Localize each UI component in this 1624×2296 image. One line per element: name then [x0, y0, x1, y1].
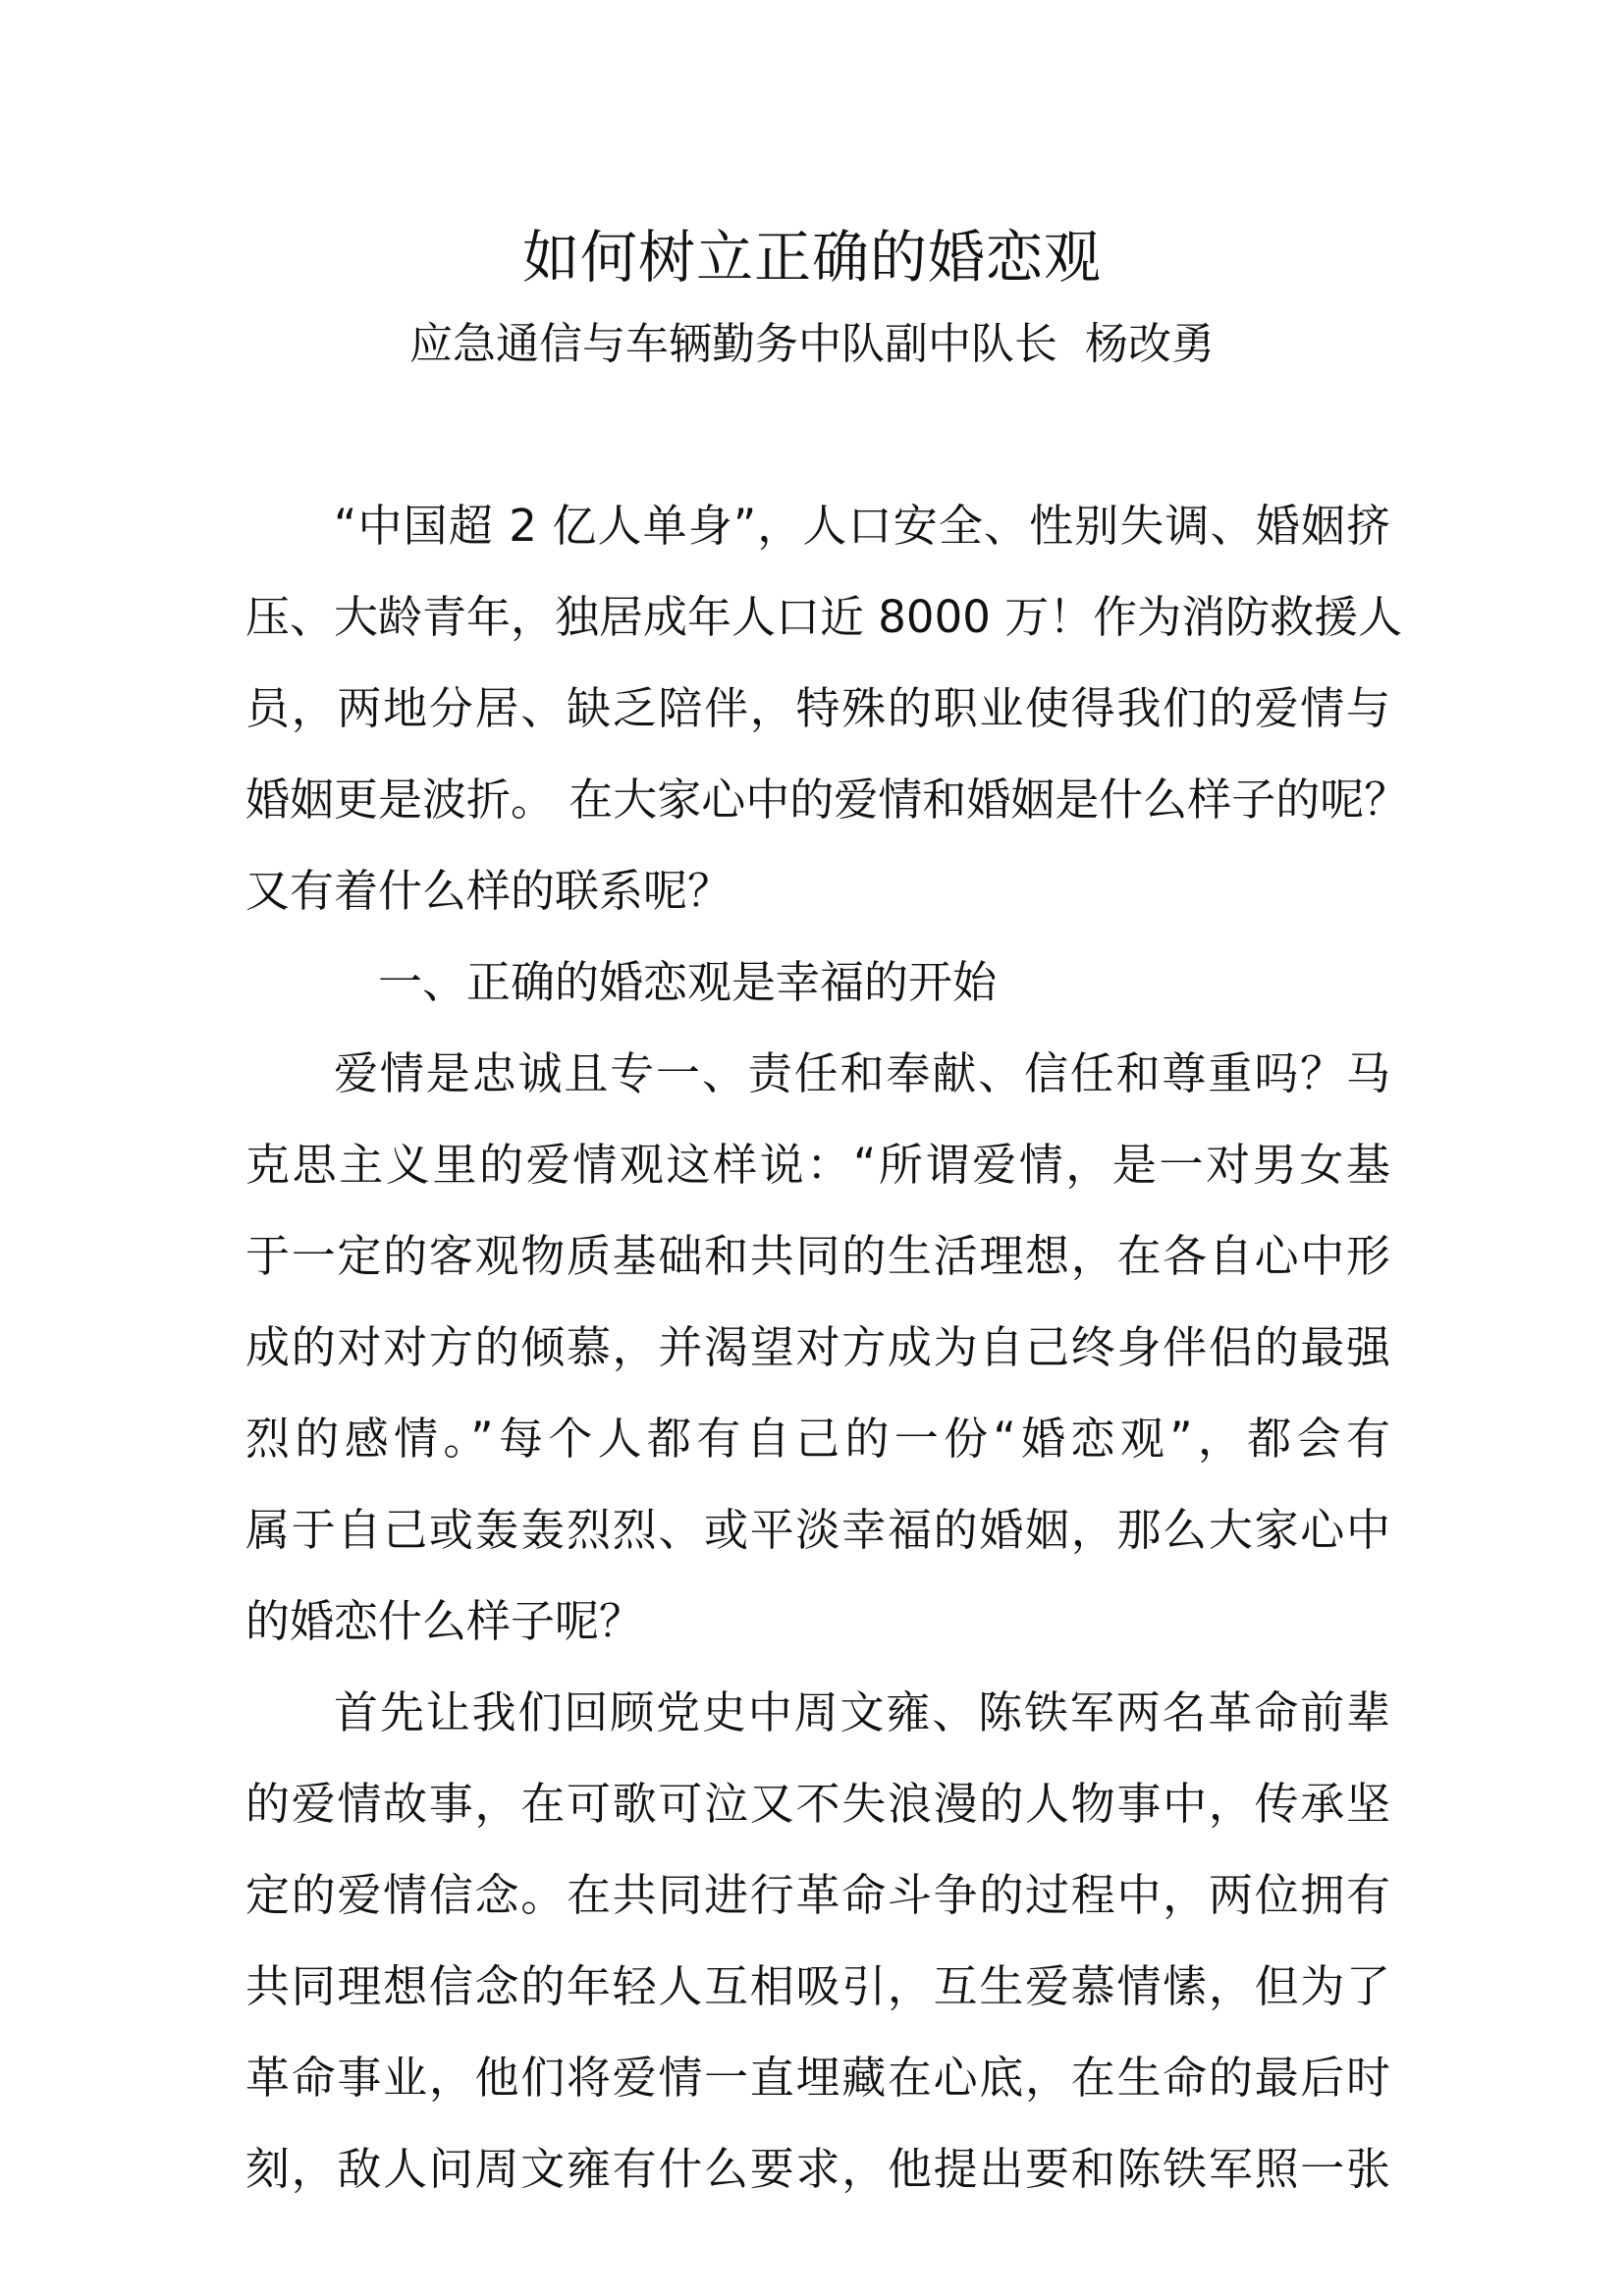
- paragraph-line: 爱情是忠诚且专一、责任和奉献、信任和尊重吗？马: [334, 1047, 1390, 1099]
- paragraph-line: 成的对对方的倾慕，并渴望对方成为自己终身伴侣的最强: [245, 1321, 1390, 1373]
- paragraph-line: 克思主义里的爱情观这样说：“所谓爱情，是一对男女基: [245, 1139, 1390, 1191]
- paragraph-line: 烈的感情。”每个人都有自己的一份“婚恋观”，都会有: [245, 1413, 1390, 1465]
- paragraph-line: 首先让我们回顾党史中周文雍、陈铁军两名革命前辈: [334, 1686, 1390, 1738]
- paragraph-line: “中国超 2 亿人单身”，人口安全、性别失调、婚姻挤: [334, 500, 1390, 552]
- paragraph-line: 定的爱情信念。在共同进行革命斗争的过程中，两位拥有: [245, 1869, 1390, 1921]
- paragraph-line: 属于自己或轰轰烈烈、或平淡幸福的婚姻，那么大家心中: [245, 1504, 1390, 1556]
- paragraph-line: 于一定的客观物质基础和共同的生活理想，在各自心中形: [245, 1230, 1390, 1282]
- document-body: [245, 480, 1409, 2215]
- section-heading: 一、正确的婚恋观是幸福的开始: [378, 956, 998, 1008]
- paragraph-line: 的婚恋什么样子呢？: [245, 1595, 644, 1647]
- paragraph-line: 共同理想信念的年轻人互相吸引，互生爱慕情愫，但为了: [245, 1960, 1390, 2012]
- paragraph-line: 的爱情故事，在可歌可泣又不失浪漫的人物事中，传承坚: [245, 1778, 1390, 1830]
- paragraph-line: 员，两地分居、缺乏陪伴，特殊的职业使得我们的爱情与: [245, 682, 1390, 734]
- paragraph-line: 刻，敌人问周文雍有什么要求，他提出要和陈铁军照一张: [245, 2143, 1390, 2195]
- author-byline: 应急通信与车辆勤务中队副中队长 杨改勇: [409, 319, 1215, 369]
- paragraph-line: 婚姻更是波折。 在大家心中的爱情和婚姻是什么样子的呢？: [245, 774, 1409, 826]
- paragraph-line: 又有着什么样的联系呢？: [245, 865, 732, 917]
- paragraph-line: 压、大龄青年，独居成年人口近 8000 万！作为消防救援人: [245, 591, 1403, 643]
- document-title: 如何树立正确的婚恋观: [521, 224, 1102, 291]
- paragraph-line: 革命事业，他们将爱情一直埋藏在心底，在生命的最后时: [245, 2052, 1390, 2104]
